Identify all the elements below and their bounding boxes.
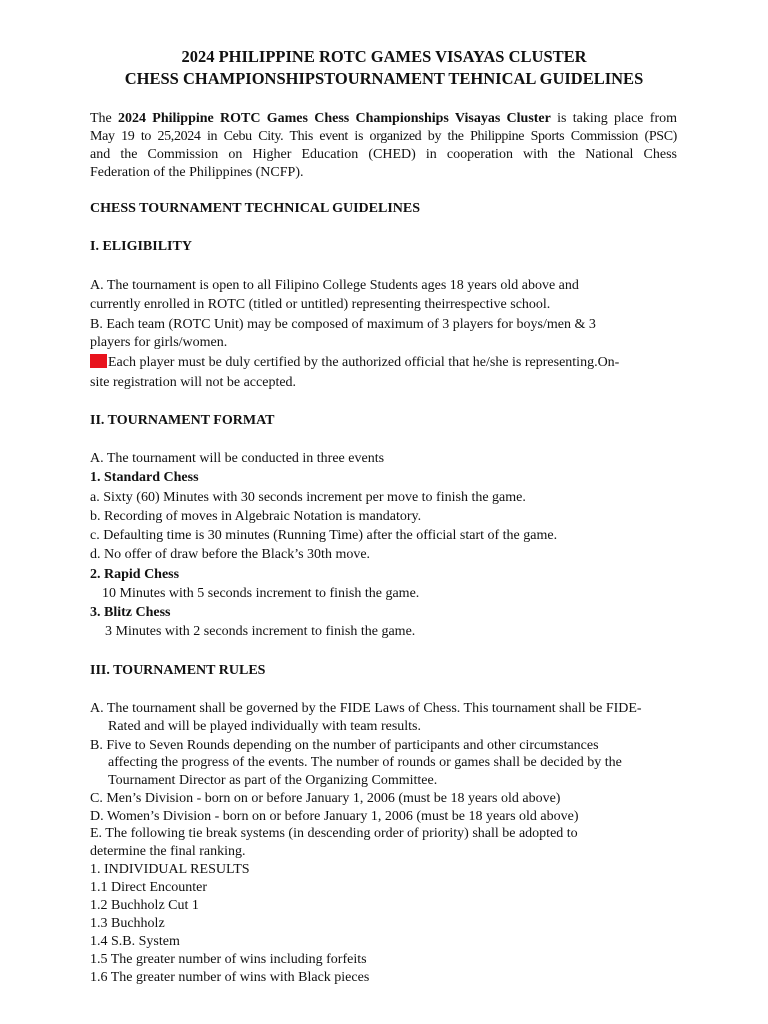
format-heading: II. TOURNAMENT FORMAT	[90, 413, 275, 428]
standard-chess-c: c. Defaulting time is 30 minutes (Running Time) after the official start of the game.	[90, 528, 558, 543]
rapid-chess-text: 10 Minutes with 5 seconds increment to finish the game.	[102, 586, 420, 601]
event-name: 2024 Philippine ROTC Games Chess Championships Visayas Cluster	[118, 111, 551, 126]
document-title-line-2: CHESS CHAMPIONSHIPSTOURNAMENT TEHNICAL GUIDELINES	[124, 69, 644, 88]
intro-lead: The	[90, 111, 119, 126]
rules-b-line-1: B. Five to Seven Rounds depending on the number of participants and other circumstances	[90, 738, 599, 753]
format-intro: A. The tournament will be conducted in three events	[90, 451, 385, 466]
document-title-line-1: 2024 PHILIPPINE ROTC GAMES VISAYAS CLUSTER	[181, 47, 587, 66]
rules-c: C. Men’s Division - born on or before January 1, 2006 (must be 18 years old above)	[90, 791, 561, 806]
rules-e-line-1: E. The following tie break systems (in descending order of priority) shall be adopted to	[90, 826, 578, 841]
intro-line-2: May 19 to 25,2024 in Cebu City. This event is organized by the Philippine Sports Commission (PSC)	[90, 129, 677, 144]
tiebreak-item: 1.3 Buchholz	[90, 916, 165, 931]
blitz-chess-text: 3 Minutes with 2 seconds increment to finish the game.	[105, 624, 416, 639]
guidelines-heading: CHESS TOURNAMENT TECHNICAL GUIDELINES	[90, 201, 421, 216]
rules-heading: III. TOURNAMENT RULES	[90, 663, 266, 678]
standard-chess-d: d. No offer of draw before the Black’s 30th move.	[90, 547, 371, 562]
eligibility-b-line-1: B. Each team (ROTC Unit) may be composed of maximum of 3 players for boys/men & 3	[90, 317, 596, 332]
individual-results-heading: 1. INDIVIDUAL RESULTS	[90, 862, 250, 877]
eligibility-c-line-2: site registration will not be accepted.	[90, 375, 297, 390]
tiebreak-item: 1.6 The greater number of wins with Black pieces	[90, 970, 370, 985]
blitz-chess-heading: 3. Blitz Chess	[90, 605, 171, 620]
rules-d: D. Women’s Division - born on or before January 1, 2006 (must be 18 years old above)	[90, 809, 579, 824]
standard-chess-heading: 1. Standard Chess	[90, 470, 199, 485]
intro-line-1-rest: is taking place from	[550, 111, 677, 126]
standard-chess-a: a. Sixty (60) Minutes with 30 seconds increment per move to finish the game.	[90, 490, 526, 505]
rules-e-line-2: determine the final ranking.	[90, 844, 246, 859]
standard-chess-b: b. Recording of moves in Algebraic Notation is mandatory.	[90, 509, 422, 524]
eligibility-a-line-1: A. The tournament is open to all Filipino College Students ages 18 years old above and	[90, 278, 579, 293]
red-highlight-marker	[90, 354, 107, 368]
eligibility-b-line-2: players for girls/women.	[90, 335, 228, 350]
intro-line-1	[90, 110, 677, 128]
tiebreak-item: 1.4 S.B. System	[90, 934, 180, 949]
eligibility-c-line-1	[90, 354, 619, 372]
rules-a-line-2: Rated and will be played individually with team results.	[108, 719, 421, 734]
rules-a-line-1: A. The tournament shall be governed by the FIDE Laws of Chess. This tournament shall be FIDE-	[90, 701, 642, 716]
eligibility-heading: I. ELIGIBILITY	[90, 239, 192, 254]
rules-b-line-3: Tournament Director as part of the Organizing Committee.	[108, 773, 438, 788]
eligibility-c-text: Each player must be duly certified by the authorized official that he/she is representing.On-	[108, 355, 620, 370]
intro-line-3: and the Commission on Higher Education (CHED) in cooperation with the National Chess	[90, 147, 677, 162]
rapid-chess-heading: 2. Rapid Chess	[90, 567, 180, 582]
rules-b-line-2: affecting the progress of the events. The number of rounds or games shall be decided by the	[108, 755, 622, 770]
tiebreak-item: 1.5 The greater number of wins including forfeits	[90, 952, 367, 967]
intro-line-4: Federation of the Philippines (NCFP).	[90, 165, 304, 180]
eligibility-a-line-2: currently enrolled in ROTC (titled or untitled) representing theirrespective school.	[90, 297, 551, 312]
tiebreak-item: 1.2 Buchholz Cut 1	[90, 898, 199, 913]
tiebreak-item: 1.1 Direct Encounter	[90, 880, 208, 895]
